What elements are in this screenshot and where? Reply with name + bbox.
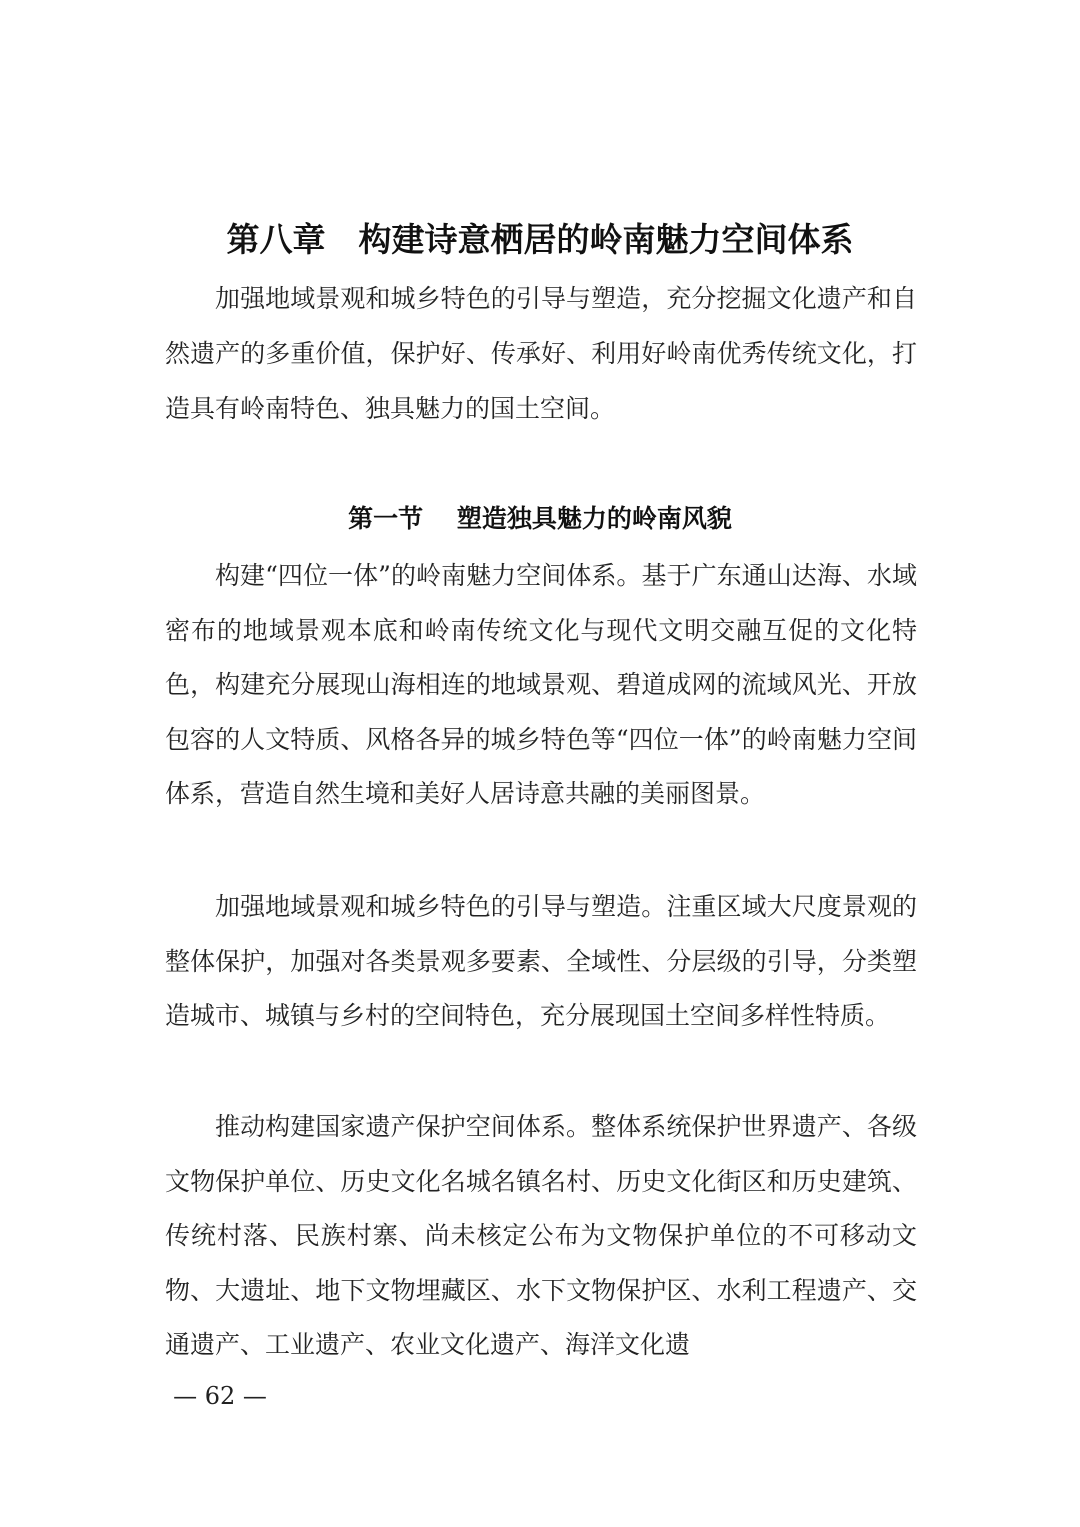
page-number: — 62 — [173, 1382, 267, 1410]
section-paragraph-2: 加强地域景观和城乡特色的引导与塑造。注重区域大尺度景观的整体保护，加强对各类景观多要素、全域性、分层级的引导，分类塑造城市、城镇与乡村的空间特色，充分展现国土空间多样性特质。 [165, 892, 917, 1030]
section-title: 第一节 塑造独具魅力的岭南风貌 [348, 503, 732, 533]
section-paragraph-3: 推动构建国家遗产保护空间体系。整体系统保护世界遗产、各级文物保护单位、历史文化名城名镇名村、历史文化街区和历史建筑、传统村落、民族村寨、尚未核定公布为文物保护单位的不可移动文物、大遗址、地下文物埋藏区、水下文物保护区、水利工程遗产、交通遗产、工业遗产、农业文化遗产、海洋文化遗 [165, 1112, 917, 1359]
chapter-title: 第八章 构建诗意栖居的岭南魅力空间体系 [226, 220, 854, 260]
section-paragraph-1: 构建“四位一体”的岭南魅力空间体系。基于广东通山达海、水域密布的地域景观本底和岭南传统文化与现代文明交融互促的文化特色，构建充分展现山海相连的地域景观、碧道成网的流域风光、开放包容的人文特质、风格各异的城乡特色等“四位一体”的岭南魅力空间体系，营造自然生境和美好人居诗意共融的美丽图景。 [165, 561, 917, 808]
chapter-intro-paragraph: 加强地域景观和城乡特色的引导与塑造，充分挖掘文化遗产和自然遗产的多重价值，保护好、传承好、利用好岭南优秀传统文化，打造具有岭南特色、独具魅力的国土空间。 [165, 284, 917, 423]
